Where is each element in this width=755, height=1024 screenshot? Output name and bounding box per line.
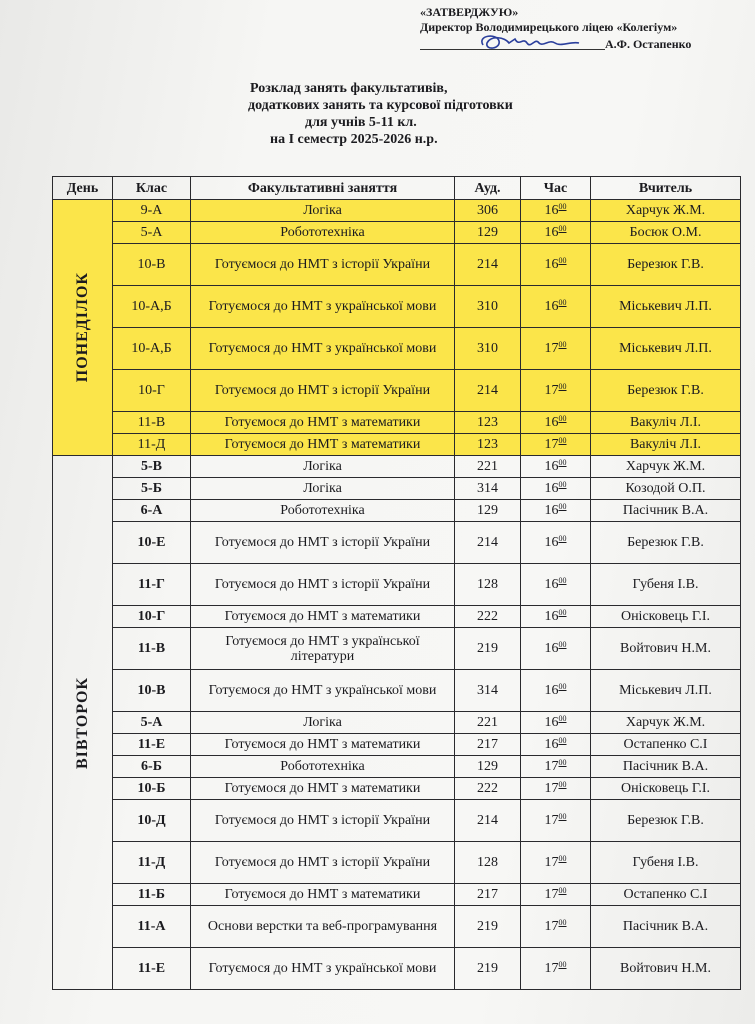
class-cell: 10-В [113, 244, 191, 286]
time-hour: 17 [544, 759, 559, 774]
class-cell: 10-Д [113, 800, 191, 842]
header-teacher: Вчитель [591, 177, 741, 200]
time-minutes: 00 [558, 382, 567, 391]
table-row [53, 778, 741, 800]
subject-cell: Логіка [191, 456, 455, 478]
class-cell: 10-А,Б [113, 328, 191, 370]
subject-cell: Готуємося до НМТ з історії України [191, 800, 455, 842]
time-cell [521, 884, 591, 906]
time-cell [521, 906, 591, 948]
time-cell [521, 712, 591, 734]
room-cell: 222 [455, 606, 521, 628]
day-cell-monday [53, 200, 113, 456]
room-cell: 123 [455, 412, 521, 434]
time-minutes: 00 [558, 480, 567, 489]
subject-cell: Логіка [191, 478, 455, 500]
subject-cell: Робототехніка [191, 500, 455, 522]
subject-cell: Готуємося до НМТ з математики [191, 434, 455, 456]
room-cell: 214 [455, 244, 521, 286]
subject-cell: Готуємося до НМТ з математики [191, 606, 455, 628]
class-cell: 11-Е [113, 948, 191, 990]
room-cell: 221 [455, 456, 521, 478]
room-cell: 219 [455, 628, 521, 670]
table-row [53, 200, 741, 222]
time-hour: 16 [544, 415, 559, 430]
subject-cell: Готуємося до НМТ з української літератури [191, 628, 455, 670]
time-minutes: 00 [558, 640, 567, 649]
class-cell: 5-Б [113, 478, 191, 500]
time-minutes: 00 [558, 502, 567, 511]
subject-cell: Готуємося до НМТ з української мови [191, 286, 455, 328]
time-cell [521, 456, 591, 478]
time-hour: 16 [544, 535, 559, 550]
time-minutes: 00 [558, 886, 567, 895]
title-line-4: на І семестр 2025-2026 н.р. [270, 132, 438, 147]
time-cell [521, 244, 591, 286]
time-hour: 17 [544, 383, 559, 398]
class-cell: 11-В [113, 628, 191, 670]
time-hour: 16 [544, 641, 559, 656]
table-row [53, 412, 741, 434]
teacher-cell: Остапенко С.І [591, 734, 741, 756]
time-hour: 16 [544, 203, 559, 218]
table-row [53, 456, 741, 478]
time-minutes: 00 [558, 534, 567, 543]
title-line-1: Розклад занять факультативів, [250, 81, 448, 96]
time-hour: 17 [544, 855, 559, 870]
teacher-cell: Вакуліч Л.І. [591, 434, 741, 456]
teacher-cell: Босюк О.М. [591, 222, 741, 244]
time-cell [521, 778, 591, 800]
table-row [53, 434, 741, 456]
title-line-2: додаткових занять та курсової підготовки [248, 98, 513, 113]
time-cell [521, 842, 591, 884]
table-row [53, 712, 741, 734]
time-minutes: 00 [558, 224, 567, 233]
table-row [53, 500, 741, 522]
room-cell: 310 [455, 286, 521, 328]
class-cell: 10-Г [113, 370, 191, 412]
table-body [53, 200, 741, 990]
teacher-cell: Пасічник В.А. [591, 500, 741, 522]
time-cell [521, 522, 591, 564]
teacher-cell: Козодой О.П. [591, 478, 741, 500]
table-row [53, 842, 741, 884]
time-minutes: 00 [558, 414, 567, 423]
room-cell: 217 [455, 734, 521, 756]
room-cell: 123 [455, 434, 521, 456]
teacher-cell: Пасічник В.А. [591, 906, 741, 948]
table-row [53, 522, 741, 564]
room-cell: 310 [455, 328, 521, 370]
class-cell: 11-В [113, 412, 191, 434]
subject-cell: Готуємося до НМТ з математики [191, 884, 455, 906]
approval-position: Директор Володимирецького ліцею «Колегіум» [420, 20, 678, 34]
teacher-cell: Губеня І.В. [591, 564, 741, 606]
room-cell: 219 [455, 906, 521, 948]
time-hour: 17 [544, 813, 559, 828]
room-cell: 214 [455, 370, 521, 412]
table-row [53, 564, 741, 606]
approval-signature-line [420, 37, 710, 53]
table-row [53, 478, 741, 500]
table-row [53, 734, 741, 756]
header-class: Клас [113, 177, 191, 200]
day-cell-tuesday [53, 456, 113, 990]
time-hour: 16 [544, 577, 559, 592]
table-row [53, 800, 741, 842]
time-hour: 16 [544, 257, 559, 272]
teacher-cell: Березюк Г.В. [591, 800, 741, 842]
teacher-cell: Пасічник В.А. [591, 756, 741, 778]
teacher-cell: Харчук Ж.М. [591, 456, 741, 478]
room-cell: 129 [455, 756, 521, 778]
time-hour: 17 [544, 887, 559, 902]
time-hour: 16 [544, 737, 559, 752]
time-minutes: 00 [558, 608, 567, 617]
class-cell: 10-Г [113, 606, 191, 628]
teacher-cell: Войтович Н.М. [591, 628, 741, 670]
teacher-cell: Міськевич Л.П. [591, 670, 741, 712]
room-cell: 129 [455, 222, 521, 244]
time-cell [521, 200, 591, 222]
time-hour: 16 [544, 481, 559, 496]
teacher-cell: Онісковець Г.І. [591, 778, 741, 800]
time-minutes: 00 [558, 202, 567, 211]
title-line-3: для учнів 5-11 кл. [305, 115, 417, 130]
table-row [53, 606, 741, 628]
class-cell: 11-Д [113, 434, 191, 456]
teacher-cell: Харчук Ж.М. [591, 200, 741, 222]
teacher-cell: Остапенко С.І [591, 884, 741, 906]
time-cell [521, 734, 591, 756]
time-minutes: 00 [558, 854, 567, 863]
class-cell: 6-А [113, 500, 191, 522]
class-cell: 9-А [113, 200, 191, 222]
subject-cell: Основи верстки та веб-програмування [191, 906, 455, 948]
subject-cell: Готуємося до НМТ з історії України [191, 564, 455, 606]
class-cell: 5-В [113, 456, 191, 478]
time-cell [521, 948, 591, 990]
time-minutes: 00 [558, 812, 567, 821]
table-row [53, 948, 741, 990]
time-cell [521, 222, 591, 244]
time-hour: 16 [544, 299, 559, 314]
table-row [53, 670, 741, 712]
time-cell [521, 670, 591, 712]
table-row [53, 884, 741, 906]
subject-cell: Готуємося до НМТ з історії України [191, 370, 455, 412]
room-cell: 314 [455, 478, 521, 500]
class-cell: 10-А,Б [113, 286, 191, 328]
time-minutes: 00 [558, 758, 567, 767]
table-row [53, 756, 741, 778]
time-hour: 16 [544, 459, 559, 474]
table-row [53, 244, 741, 286]
room-cell: 129 [455, 500, 521, 522]
subject-cell: Готуємося до НМТ з історії України [191, 522, 455, 564]
class-cell: 10-В [113, 670, 191, 712]
time-minutes: 00 [558, 458, 567, 467]
time-cell [521, 628, 591, 670]
class-cell: 11-Б [113, 884, 191, 906]
schedule-table [52, 176, 741, 990]
time-minutes: 00 [558, 736, 567, 745]
room-cell: 128 [455, 842, 521, 884]
teacher-cell: Березюк Г.В. [591, 522, 741, 564]
time-cell [521, 564, 591, 606]
teacher-cell: Войтович Н.М. [591, 948, 741, 990]
time-minutes: 00 [558, 256, 567, 265]
time-hour: 17 [544, 961, 559, 976]
time-minutes: 00 [558, 780, 567, 789]
teacher-cell: Березюк Г.В. [591, 370, 741, 412]
time-minutes: 00 [558, 436, 567, 445]
time-hour: 17 [544, 341, 559, 356]
subject-cell: Робототехніка [191, 222, 455, 244]
subject-cell: Готуємося до НМТ з математики [191, 412, 455, 434]
time-minutes: 00 [558, 298, 567, 307]
time-cell [521, 500, 591, 522]
class-cell: 6-Б [113, 756, 191, 778]
class-cell: 11-А [113, 906, 191, 948]
class-cell: 10-Б [113, 778, 191, 800]
table-row [53, 222, 741, 244]
room-cell: 314 [455, 670, 521, 712]
teacher-cell: Березюк Г.В. [591, 244, 741, 286]
time-hour: 16 [544, 503, 559, 518]
time-minutes: 00 [558, 960, 567, 969]
table-row [53, 370, 741, 412]
teacher-cell: Вакуліч Л.І. [591, 412, 741, 434]
time-hour: 16 [544, 715, 559, 730]
header-subject: Факультативні заняття [191, 177, 455, 200]
header-room: Ауд. [455, 177, 521, 200]
director-name: А.Ф. Остапенко [605, 37, 692, 51]
room-cell: 221 [455, 712, 521, 734]
time-cell [521, 800, 591, 842]
subject-cell: Робототехніка [191, 756, 455, 778]
room-cell: 214 [455, 800, 521, 842]
table-row [53, 906, 741, 948]
room-cell: 219 [455, 948, 521, 990]
time-hour: 16 [544, 683, 559, 698]
time-cell [521, 756, 591, 778]
teacher-cell: Онісковець Г.І. [591, 606, 741, 628]
time-minutes: 00 [558, 918, 567, 927]
time-hour: 17 [544, 781, 559, 796]
time-minutes: 00 [558, 340, 567, 349]
room-cell: 128 [455, 564, 521, 606]
time-cell [521, 606, 591, 628]
teacher-cell: Харчук Ж.М. [591, 712, 741, 734]
subject-cell: Логіка [191, 712, 455, 734]
room-cell: 217 [455, 884, 521, 906]
subject-cell: Логіка [191, 200, 455, 222]
time-hour: 17 [544, 919, 559, 934]
time-hour: 17 [544, 437, 559, 452]
room-cell: 222 [455, 778, 521, 800]
table-header-row [53, 177, 741, 200]
subject-cell: Готуємося до НМТ з української мови [191, 948, 455, 990]
header-time: Час [521, 177, 591, 200]
time-cell [521, 370, 591, 412]
document-title [250, 80, 610, 148]
day-label-tuesday: ВІВТОРОК [74, 676, 91, 769]
class-cell: 10-Е [113, 522, 191, 564]
time-hour: 16 [544, 609, 559, 624]
subject-cell: Готуємося до НМТ з української мови [191, 670, 455, 712]
room-cell: 214 [455, 522, 521, 564]
time-cell [521, 412, 591, 434]
subject-cell: Готуємося до НМТ з історії України [191, 244, 455, 286]
time-hour: 16 [544, 225, 559, 240]
time-cell [521, 328, 591, 370]
class-cell: 11-Д [113, 842, 191, 884]
teacher-cell: Міськевич Л.П. [591, 286, 741, 328]
subject-cell: Готуємося до НМТ з української мови [191, 328, 455, 370]
class-cell: 5-А [113, 712, 191, 734]
time-minutes: 00 [558, 682, 567, 691]
time-cell [521, 286, 591, 328]
subject-cell: Готуємося до НМТ з математики [191, 734, 455, 756]
time-cell [521, 434, 591, 456]
teacher-cell: Губеня І.В. [591, 842, 741, 884]
subject-cell: Готуємося до НМТ з математики [191, 778, 455, 800]
header-day: День [53, 177, 113, 200]
time-minutes: 00 [558, 714, 567, 723]
handwritten-signature [475, 31, 585, 55]
room-cell: 306 [455, 200, 521, 222]
approval-heading: «ЗАТВЕРДЖУЮ» [420, 5, 519, 19]
day-label-monday: ПОНЕДІЛОК [74, 272, 91, 383]
subject-cell: Готуємося до НМТ з історії України [191, 842, 455, 884]
time-minutes: 00 [558, 576, 567, 585]
time-cell [521, 478, 591, 500]
teacher-cell: Міськевич Л.П. [591, 328, 741, 370]
table-row [53, 286, 741, 328]
table-row [53, 328, 741, 370]
table-row [53, 628, 741, 670]
class-cell: 11-Е [113, 734, 191, 756]
class-cell: 5-А [113, 222, 191, 244]
class-cell: 11-Г [113, 564, 191, 606]
